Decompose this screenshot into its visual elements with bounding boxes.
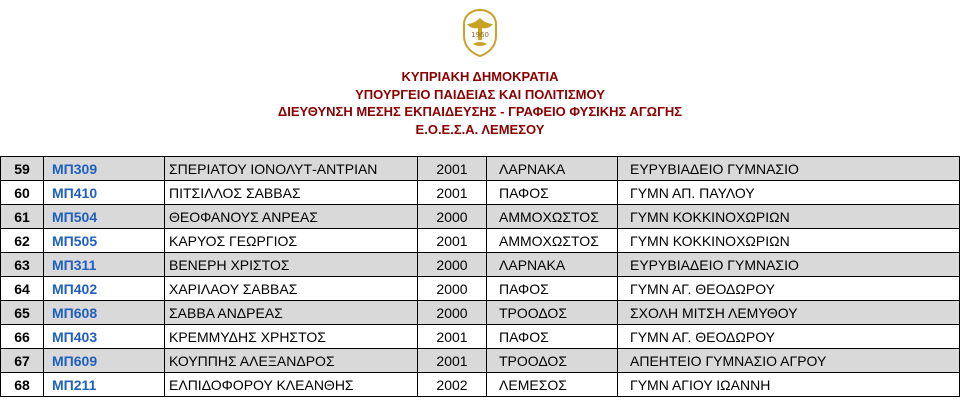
birth-year: 2000 xyxy=(418,205,487,229)
athlete-code: ΜΠ211 xyxy=(44,373,165,397)
athlete-code: ΜΠ410 xyxy=(44,181,165,205)
district: ΛΕΜΕΣΟΣ xyxy=(487,373,618,397)
table-row xyxy=(1,157,960,181)
school-name: ΕΥΡΥΒΙΑΔΕΙΟ ΓΥΜΝΑΣΙΟ xyxy=(618,253,960,277)
header-ministry: ΥΠΟΥΡΓΕΙΟ ΠΑΙΔΕΙΑΣ ΚΑΙ ΠΟΛΙΤΙΣΜΟΥ xyxy=(355,86,605,102)
district: ΤΡΟΟΔΟΣ xyxy=(487,301,618,325)
row-number: 60 xyxy=(1,181,44,205)
school-name: ΓΥΜΝ ΚΟΚΚΙΝΟΧΩΡΙΩΝ xyxy=(618,205,960,229)
document-header xyxy=(0,68,960,138)
district: ΑΜΜΟΧΩΣΤΟΣ xyxy=(487,229,618,253)
athlete-name: ΣΠΕΡΙΑΤΟΥ ΙΟΝΟΛΥΤ-ΑΝΤΡΙΑΝ xyxy=(165,157,418,181)
district: ΛΑΡΝΑΚΑ xyxy=(487,157,618,181)
header-directorate: ΔΙΕΥΘΥΝΣΗ ΜΕΣΗΣ ΕΚΠΑΙΔΕΥΣΗΣ - ΓΡΑΦΕΙΟ ΦΥΣΙΚΗΣ ΑΓΩΓΗΣ xyxy=(277,104,683,119)
athlete-name: ΘΕΟΦΑΝΟΥΣ ΑΝΡΕΑΣ xyxy=(165,205,418,229)
athlete-code: ΜΠ311 xyxy=(44,253,165,277)
athletes-table xyxy=(0,156,960,397)
school-name: ΣΧΟΛΗ ΜΙΤΣΗ ΛΕΜΥΘΟΥ xyxy=(618,301,960,325)
athlete-code: ΜΠ403 xyxy=(44,325,165,349)
school-name: ΓΥΜΝ ΑΓ. ΘΕΟΔΩΡΟΥ xyxy=(618,325,960,349)
school-name: ΓΥΜΝ ΑΠ. ΠΑΥΛΟΥ xyxy=(618,181,960,205)
athlete-name: ΠΙΤΣΙΛΛΟΣ ΣΑΒΒΑΣ xyxy=(165,181,418,205)
row-number: 61 xyxy=(1,205,44,229)
table-row xyxy=(1,301,960,325)
birth-year: 2001 xyxy=(418,157,487,181)
birth-year: 2000 xyxy=(418,277,487,301)
row-number: 62 xyxy=(1,229,44,253)
athlete-name: ΕΛΠΙΔΟΦΟΡΟΥ ΚΛΕΑΝΘΗΣ xyxy=(165,373,418,397)
school-name: ΓΥΜΝ ΑΓΙΟΥ ΙΩΑΝΝΗ xyxy=(618,373,960,397)
svg-text:1960: 1960 xyxy=(471,31,489,39)
athlete-code: ΜΠ402 xyxy=(44,277,165,301)
athlete-name: ΧΑΡΙΛΑΟΥ ΣΑΒΒΑΣ xyxy=(165,277,418,301)
athlete-name: ΚΡΕΜΜΥΔΗΣ ΧΡΗΣΤΟΣ xyxy=(165,325,418,349)
athlete-name: ΚΑΡΥΟΣ ΓΕΩΡΓΙΟΣ xyxy=(165,229,418,253)
birth-year: 2000 xyxy=(418,301,487,325)
school-name: ΑΠΕΗΤΕΙΟ ΓΥΜΝΑΣΙΟ ΑΓΡΟΥ xyxy=(618,349,960,373)
table-row xyxy=(1,229,960,253)
athlete-code: ΜΠ608 xyxy=(44,301,165,325)
table-row xyxy=(1,325,960,349)
athlete-code: ΜΠ504 xyxy=(44,205,165,229)
athlete-code: ΜΠ609 xyxy=(44,349,165,373)
district: ΠΑΦΟΣ xyxy=(487,325,618,349)
table-row xyxy=(1,253,960,277)
row-number: 66 xyxy=(1,325,44,349)
row-number: 64 xyxy=(1,277,44,301)
district: ΑΜΜΟΧΩΣΤΟΣ xyxy=(487,205,618,229)
header-organization: Ε.Ο.Ε.Σ.Α. ΛΕΜΕΣΟΥ xyxy=(415,121,545,137)
district: ΤΡΟΟΔΟΣ xyxy=(487,349,618,373)
district: ΠΑΦΟΣ xyxy=(487,277,618,301)
row-number: 68 xyxy=(1,373,44,397)
row-number: 63 xyxy=(1,253,44,277)
birth-year: 2001 xyxy=(418,325,487,349)
athlete-code: ΜΠ505 xyxy=(44,229,165,253)
school-name: ΓΥΜΝ ΚΟΚΚΙΝΟΧΩΡΙΩΝ xyxy=(618,229,960,253)
table-row xyxy=(1,277,960,301)
athlete-code: ΜΠ309 xyxy=(44,157,165,181)
birth-year: 2001 xyxy=(418,349,487,373)
district: ΠΑΦΟΣ xyxy=(487,181,618,205)
school-name: ΓΥΜΝ ΑΓ. ΘΕΟΔΩΡΟΥ xyxy=(618,277,960,301)
athlete-name: ΒΕΝΕΡΗ ΧΡΙΣΤΟΣ xyxy=(165,253,418,277)
district: ΛΑΡΝΑΚΑ xyxy=(487,253,618,277)
athlete-name: ΚΟΥΠΠΗΣ ΑΛΕΞΑΝΔΡΟΣ xyxy=(165,349,418,373)
table-row xyxy=(1,181,960,205)
table-row xyxy=(1,205,960,229)
table-row xyxy=(1,349,960,373)
birth-year: 2001 xyxy=(418,229,487,253)
row-number: 65 xyxy=(1,301,44,325)
table-row xyxy=(1,373,960,397)
athlete-name: ΣΑΒΒΑ ΑΝΔΡΕΑΣ xyxy=(165,301,418,325)
row-number: 67 xyxy=(1,349,44,373)
header-country: ΚΥΠΡΙΑΚΗ ΔΗΜΟΚΡΑΤΙΑ xyxy=(401,69,559,84)
row-number: 59 xyxy=(1,157,44,181)
cyprus-emblem-icon xyxy=(451,4,509,60)
school-name: ΕΥΡΥΒΙΑΔΕΙΟ ΓΥΜΝΑΣΙΟ xyxy=(618,157,960,181)
birth-year: 2002 xyxy=(418,373,487,397)
birth-year: 2000 xyxy=(418,253,487,277)
birth-year: 2001 xyxy=(418,181,487,205)
